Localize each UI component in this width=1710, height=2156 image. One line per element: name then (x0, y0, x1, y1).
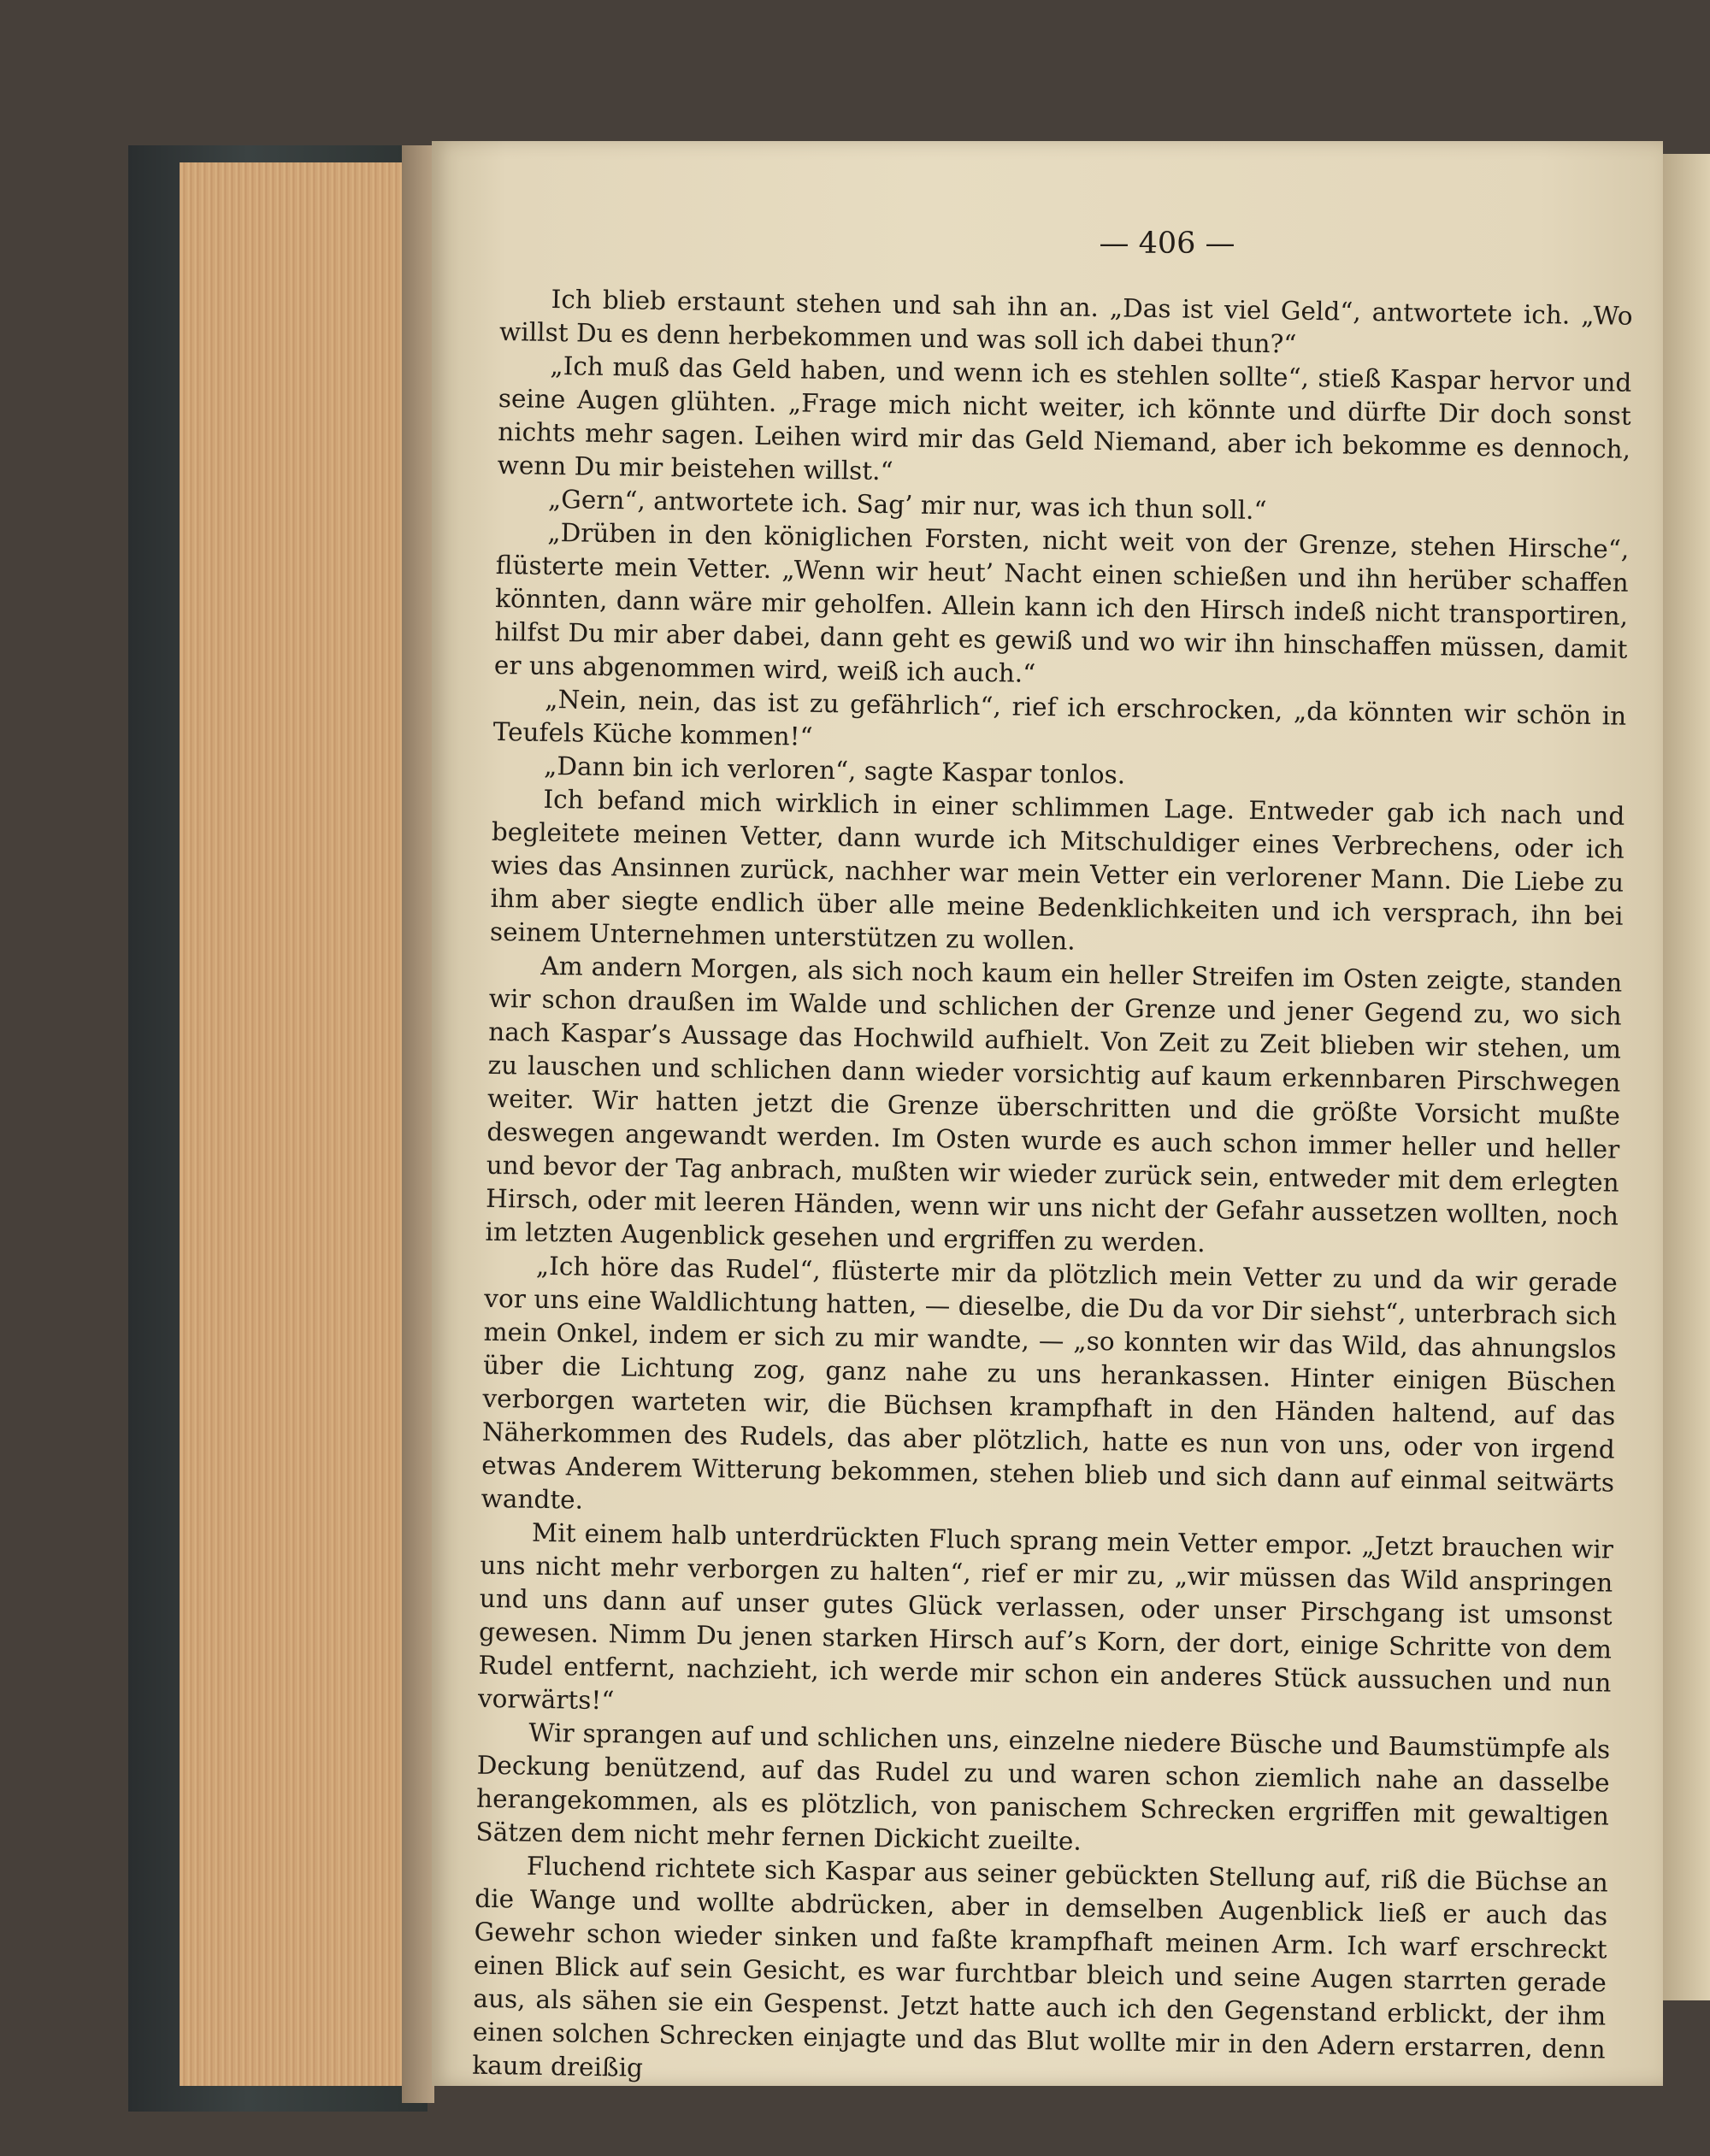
page-text (472, 282, 1633, 2100)
facing-page-edge (1663, 154, 1710, 2000)
paragraph: Mit einem halb unterdrückten Fluch sprang mein Vetter empor. „Jetzt brauchen wir uns nicht mehr verborgen zu halten“, rief er mir zu, „wir müssen das Wild anspringen und uns dann auf unser gutes Glück verlassen, oder unser Pirschgang ist umsonst gewesen. Nimm Du jenen starken Hirsch auf’s Korn, der dort, einige Schritte von dem Rudel entfernt, nachzieht, ich werde mir schon ein anderes Stück aussuchen und nun vorwärts!“ (477, 1517, 1614, 1716)
book-page (432, 141, 1663, 2086)
book-gutter (402, 145, 434, 2103)
paragraph: „Ich höre das Rudel“, flüsterte mir da plötzlich mein Vetter zu und da wir gerade vor uns eine Waldlichtung hatten, — dieselbe, die Du da vor Dir siehst“, unterbrach sich mein Onkel, indem er sich zu mir wandte, — „so konnten wir das Wild, das ahnungslos über die Lichtung zog, ganz nahe zu uns herankassen. Hinter einigen Büschen verborgen warteten wir, die Büchsen krampfhaft in den Händen haltend, auf das Näherkommen des Rudels, das aber plötzlich, hatte es nun von uns, oder von irgend etwas Anderem Witterung bekommen, stehen blieb und sich dann auf einmal seitwärts wandte. (481, 1251, 1619, 1515)
paragraph: Am andern Morgen, als sich noch kaum ein heller Streifen im Osten zeigte, standen wir schon draußen im Walde und schlichen der Grenze und jener Gegend zu, wo sich nach Kaspar’s Aussage das Hochwild aufhielt. Von Zeit zu Zeit blieben wir stehen, um zu lauschen und schlichen dann wieder vorsichtig auf kaum erkennbaren Pirschwegen weiter. Wir hatten jetzt die Grenze überschritten und die größte Vorsicht mußte deswegen angewandt werden. Im Osten wurde es auch schon immer heller und heller und bevor der Tag anbrach, mußten wir wieder zurück sein, entweder mit dem erlegten Hirsch, oder mit leeren Händen, wenn wir uns nicht der Gefahr aussetzen wollten, noch im letzten Augenblick gesehen und ergriffen zu werden. (485, 951, 1623, 1258)
paragraph: „Drüben in den königlichen Forsten, nicht weit von der Grenze, stehen Hirsche“, flüsterte mein Vetter. „Wenn wir heut’ Nacht einen schießen und ihn herüber schaffen könnten, dann wäre mir geholfen. Allein kann ich den Hirsch indeß nicht transportiren, hilfst Du mir aber dabei, dann geht es gewiß und wo wir ihn hinschaffen müssen, damit er uns abgenommen wird, weiß ich auch.“ (493, 517, 1630, 688)
paragraph: „Dann bin ich verloren“, sagte Kaspar tonlos. (543, 751, 1126, 790)
paragraph: „Nein, nein, das ist zu gefährlich“, rief ich erschrocken, „da könnten wir schön in Teufels Küche kommen!“ (492, 684, 1627, 751)
paragraph: Wir sprangen auf und schlichen uns, einzelne niedere Büsche und Baumstümpfe als Deckung benützend, auf das Rudel zu und waren schon ziemlich nahe an dasselbe herangekommen, als es plötzlich, von panischem Schrecken ergriffen mit gewaltigen Sätzen dem nicht mehr fernen Dickicht zueilte. (475, 1717, 1611, 1856)
paragraph: Ich blieb erstaunt stehen und sah ihn an. „Das ist viel Geld“, antwortete ich. „Wo willst Du es denn herbekommen und was soll ich dabei thun?“ (498, 284, 1633, 359)
paragraph: „Gern“, antwortete ich. Sag’ mir nur, was ich thun soll.“ (547, 484, 1267, 526)
page-edges (180, 162, 410, 2086)
page-number: — 406 — (1099, 227, 1235, 261)
paragraph: Fluchend richtete sich Kaspar aus seiner gebückten Stellung auf, riß die Büchse an die Wange und wollte abdrücken, aber in demselben Augenblick ließ er auch das Gewehr schon wieder sinken und faßte krampfhaft meinen Arm. Ich warf erschreckt einen Blick auf sein Gesicht, es war furchtbar bleich und seine Augen starrten gerade aus, als sähen sie ein Gespenst. Jetzt hatte auch ich den Gegenstand erblickt, der ihm einen solchen Schrecken einjagte und das Blut wollte mir in den Adern erstarren, denn kaum dreißig (471, 1851, 1609, 2082)
paragraph: „Ich muß das Geld haben, und wenn ich es stehlen sollte“, stieß Kaspar hervor und seine Augen glühten. „Frage mich nicht weiter, ich könnte und dürfte Dir doch sonst nichts mehr sagen. Leihen wird mir das Geld Niemand, aber ich bekomme es dennoch, wenn Du mir beistehen willst.“ (497, 350, 1632, 486)
paragraph: Ich befand mich wirklich in einer schlimmen Lage. Entweder gab ich nach und begleitete meinen Vetter, dann wurde ich Mitschuldiger eines Verbrechens, oder ich wies das Ansinnen zurück, nachher war mein Vetter ein verlorener Mann. Die Liebe zu ihm aber siegte endlich über alle meine Bedenklichkeiten und ich versprach, ihn bei seinem Unternehmen unterstützen zu wollen. (489, 784, 1625, 956)
